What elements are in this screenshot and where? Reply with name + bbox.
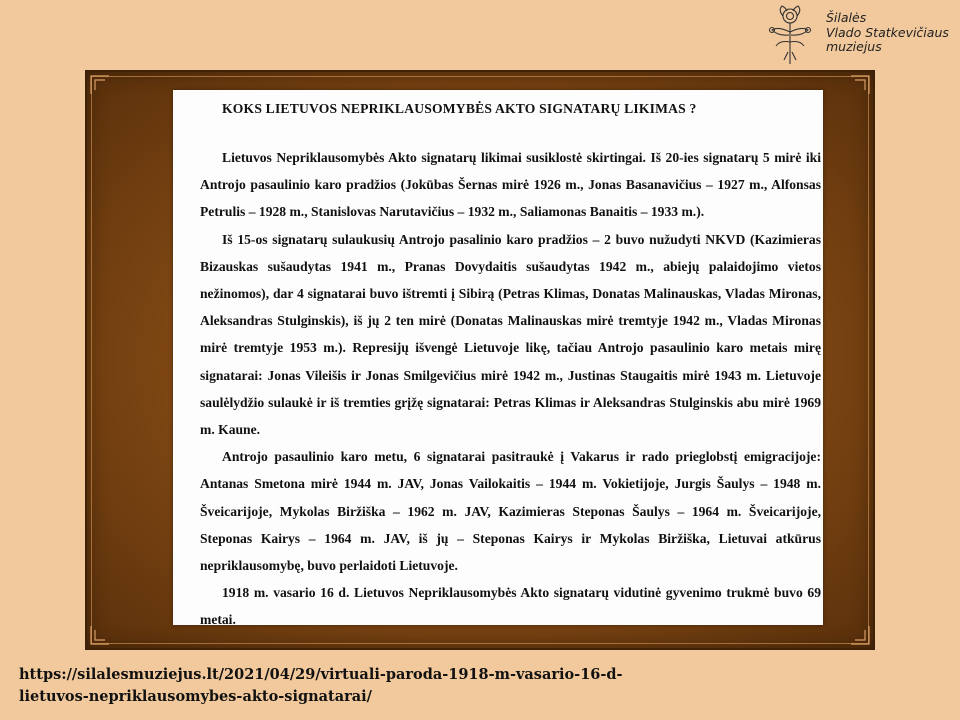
document-body	[200, 144, 821, 634]
source-link[interactable]	[19, 664, 623, 708]
logo-line-3: muziejus	[826, 39, 882, 54]
paragraph: Iš 15-os signatarų sulaukusių Antrojo pasalinio karo pradžios – 2 buvo nužudyti NKVD (Kazimieras Bizauskas sušaudytas 1941 m., Pranas Dovydaitis sušaudytas 1942 m., abiejų palaidojimo vietos nežinomos), dar 4 signatarai buvo ištremti į Sibirą (Petras Klimas, Donatas Malinauskas, Vladas Mironas, Aleksandras Stulginskis), iš jų 2 ten mirė (Donatas Malinauskas mirė tremtyje 1942 m., Vladas Mironas mirė tremtyje 1953 m.). Represijų išvengė Lietuvoje likę, tačiau Antrojo pasaulinio karo metais mirę signatarai: Jonas Vileišis ir Jonas Smilgevičius mirė 1942 m., Justinas Staugaitis mirė 1943 m. Lietuvoje saulėlydžio sulaukė ir iš tremties grįžę signatarai: Petras Klimas ir Aleksandras Stulginskis abu mirė 1969 m. Kaune.	[200, 231, 821, 438]
paragraph: Antrojo pasaulinio karo metu, 6 signatarai pasitraukė į Vakarus ir rado prieglobstį emigracijoje: Antanas Smetona mirė 1944 m. JAV, Jonas Vailokaitis – 1944 m. Vokietijoje, Jurgis Šaulys – 1948 m. Šveicarijoje, Mykolas Biržiška – 1962 m. JAV, Kazimieras Steponas Šaulys – 1964 m. Šveicarijoje, Steponas Kairys – 1964 m. JAV, iš jų – Steponas Kairys ir Mykolas Biržiška, Lietuvai atkūrus nepriklausomybę, buvo perlaidoti Lietuvoje.	[200, 449, 821, 574]
frame-corner-ornament-icon	[849, 74, 871, 96]
document-title: KOKS LIETUVOS NEPRIKLAUSOMYBĖS AKTO SIGNATARŲ LIKIMAS ?	[222, 101, 697, 116]
source-url-line-2[interactable]: lietuvos-nepriklausomybes-akto-signatarai/	[19, 688, 372, 705]
flower-bouquet-icon	[758, 2, 822, 68]
document-page	[173, 90, 823, 628]
paragraph: Lietuvos Nepriklausomybės Akto signatarų likimai susiklostė skirtingai. Iš 20-ies signatarų 5 mirė iki Antrojo pasaulinio karo pradžios (Jokūbas Šernas mirė 1926 m., Jonas Basanavičius – 1927 m., Alfonsas Petrulis – 1928 m., Stanislovas Narutavičius – 1932 m., Saliamonas Banaitis – 1933 m.).	[200, 150, 821, 220]
source-url-line-1[interactable]: https://silalesmuziejus.lt/2021/04/29/virtuali-paroda-1918-m-vasario-16-d-	[19, 666, 623, 683]
logo-line-2: Vlado Statkevičiaus	[826, 24, 949, 40]
frame-corner-ornament-icon	[89, 74, 111, 96]
document-frame	[85, 70, 875, 650]
frame-corner-ornament-icon	[89, 624, 111, 646]
frame-corner-ornament-icon	[849, 624, 871, 646]
paragraph: 1918 m. vasario 16 d. Lietuvos Nepriklausomybės Akto signatarų vidutinė gyvenimo trukmė buvo 69 metai.	[200, 585, 821, 628]
museum-logo	[758, 2, 958, 68]
logo-line-1: Šilalės	[826, 10, 867, 25]
